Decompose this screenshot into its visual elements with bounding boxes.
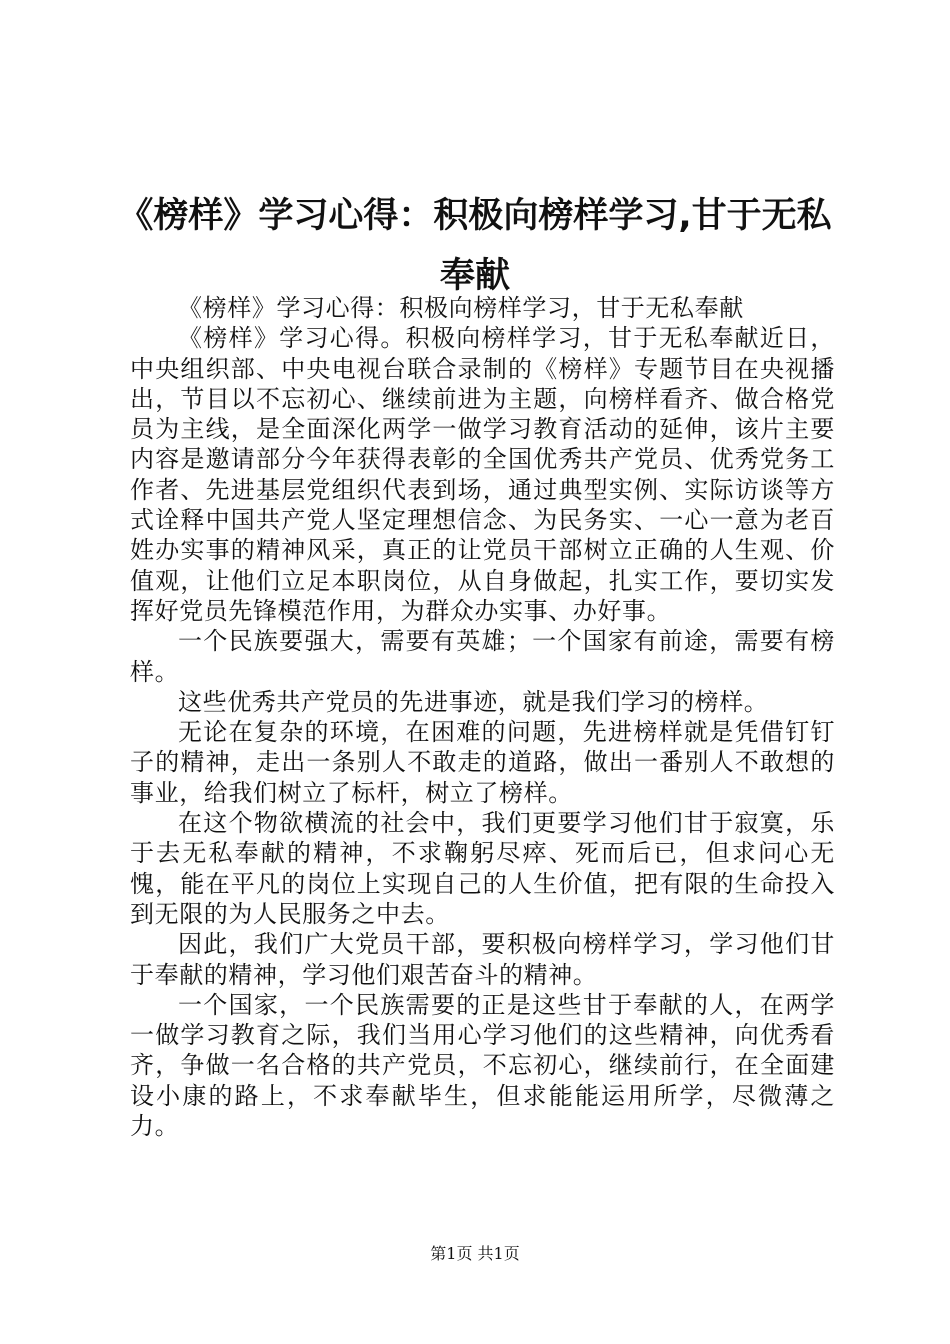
paragraph: 因此，我们广大党员干部，要积极向榜样学习，学习他们甘于奉献的精神，学习他们艰苦奋斗的精神。	[130, 930, 835, 989]
paragraph: 《榜样》学习心得。积极向榜样学习，甘于无私奉献近日，中央组织部、中央电视台联合录制的《榜样》专题节目在央视播出，节目以不忘初心、继续前进为主题，向榜样看齐、做合格党员为主线，是全面深化两学一做学习教育活动的延伸，该片主要内容是邀请部分今年获得表彰的全国优秀共产党员、优秀党务工作者、先进基层党组织代表到场，通过典型实例、实际访谈等方式诠释中国共产党人坚定理想信念、为民务实、一心一意为老百姓办实事的精神风采，真正的让党员干部树立正确的人生观、价值观，让他们立足本职岗位，从自身做起，扎实工作，要切实发挥好党员先锋模范作用，为群众办实事、办好事。	[130, 324, 835, 625]
document-title: 《榜样》学习心得：积极向榜样学习,甘于无私奉献	[118, 196, 832, 296]
paragraph: 一个国家，一个民族需要的正是这些甘于奉献的人，在两学一做学习教育之际，我们当用心学习他们的这些精神，向优秀看齐，争做一名合格的共产党员，不忘初心，继续前行，在全面建设小康的路上，不求奉献毕生，但求能能运用所学，尽微薄之力。	[130, 990, 835, 1141]
document-body	[130, 293, 835, 1141]
paragraph: 无论在复杂的环境，在困难的问题，先进榜样就是凭借钉钉子的精神，走出一条别人不敢走的道路，做出一番别人不敢想的事业，给我们树立了标杆，树立了榜样。	[130, 718, 835, 807]
page-footer: 第1页 共1页	[430, 1244, 520, 1263]
paragraph: 这些优秀共产党员的先进事迹，就是我们学习的榜样。	[178, 687, 769, 716]
paragraph: 一个民族要强大，需要有英雄；一个国家有前途，需要有榜样。	[130, 627, 835, 686]
paragraph-subtitle: 《榜样》学习心得：积极向榜样学习，甘于无私奉献	[178, 294, 744, 322]
paragraph: 在这个物欲横流的社会中，我们更要学习他们甘于寂寞，乐于去无私奉献的精神，不求鞠躬尽瘁、死而后已，但求问心无愧，能在平凡的岗位上实现自己的人生价值，把有限的生命投入到无限的为人民服务之中去。	[130, 809, 835, 928]
